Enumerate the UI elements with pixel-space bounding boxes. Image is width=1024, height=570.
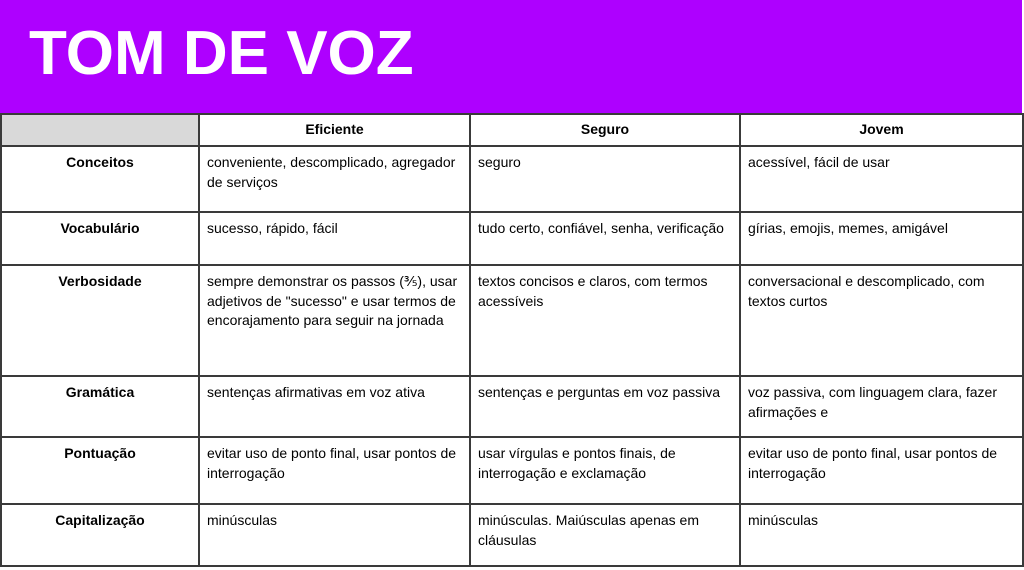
table-cell: sucesso, rápido, fácil <box>199 212 470 265</box>
column-header-seguro: Seguro <box>470 114 740 146</box>
column-header-jovem: Jovem <box>740 114 1023 146</box>
table-cell: evitar uso de ponto final, usar pontos de interrogação <box>199 437 470 504</box>
row-label: Gramática <box>1 376 199 437</box>
table-cell: minúsculas <box>740 504 1023 566</box>
table-cell: evitar uso de ponto final, usar pontos de interrogação <box>740 437 1023 504</box>
table-row-verbosidade <box>1 265 1023 376</box>
table-cell: tudo certo, confiável, senha, verificação <box>470 212 740 265</box>
table-row-conceitos <box>1 146 1023 212</box>
table-cell: minúsculas <box>199 504 470 566</box>
row-label: Capitalização <box>1 504 199 566</box>
table-row-vocabulario <box>1 212 1023 265</box>
table-cell: sentenças afirmativas em voz ativa <box>199 376 470 437</box>
table-cell: usar vírgulas e pontos finais, de interrogação e exclamação <box>470 437 740 504</box>
corner-cell <box>1 114 199 146</box>
table-cell: acessível, fácil de usar <box>740 146 1023 212</box>
table-row-gramatica <box>1 376 1023 437</box>
row-label: Conceitos <box>1 146 199 212</box>
page-title: TOM DE VOZ <box>29 19 414 88</box>
table-cell: gírias, emojis, memes, amigável <box>740 212 1023 265</box>
row-label: Vocabulário <box>1 212 199 265</box>
table-cell: conversacional e descomplicado, com textos curtos <box>740 265 1023 376</box>
table-row-pontuacao <box>1 437 1023 504</box>
table-cell: voz passiva, com linguagem clara, fazer afirmações e <box>740 376 1023 437</box>
row-label: Pontuação <box>1 437 199 504</box>
tone-of-voice-table <box>0 113 1024 567</box>
table-cell: sempre demonstrar os passos (⅗), usar adjetivos de "sucesso" e usar termos de encorajamento para seguir na jornada <box>199 265 470 376</box>
table-cell: sentenças e perguntas em voz passiva <box>470 376 740 437</box>
row-label: Verbosidade <box>1 265 199 376</box>
table-cell: minúsculas. Maiúsculas apenas em cláusulas <box>470 504 740 566</box>
table-row-capitalizacao <box>1 504 1023 566</box>
table-cell: conveniente, descomplicado, agregador de serviços <box>199 146 470 212</box>
table-cell: textos concisos e claros, com termos acessíveis <box>470 265 740 376</box>
column-header-eficiente: Eficiente <box>199 114 470 146</box>
table-cell: seguro <box>470 146 740 212</box>
title-banner <box>0 0 1022 114</box>
table-header-row <box>1 114 1023 146</box>
